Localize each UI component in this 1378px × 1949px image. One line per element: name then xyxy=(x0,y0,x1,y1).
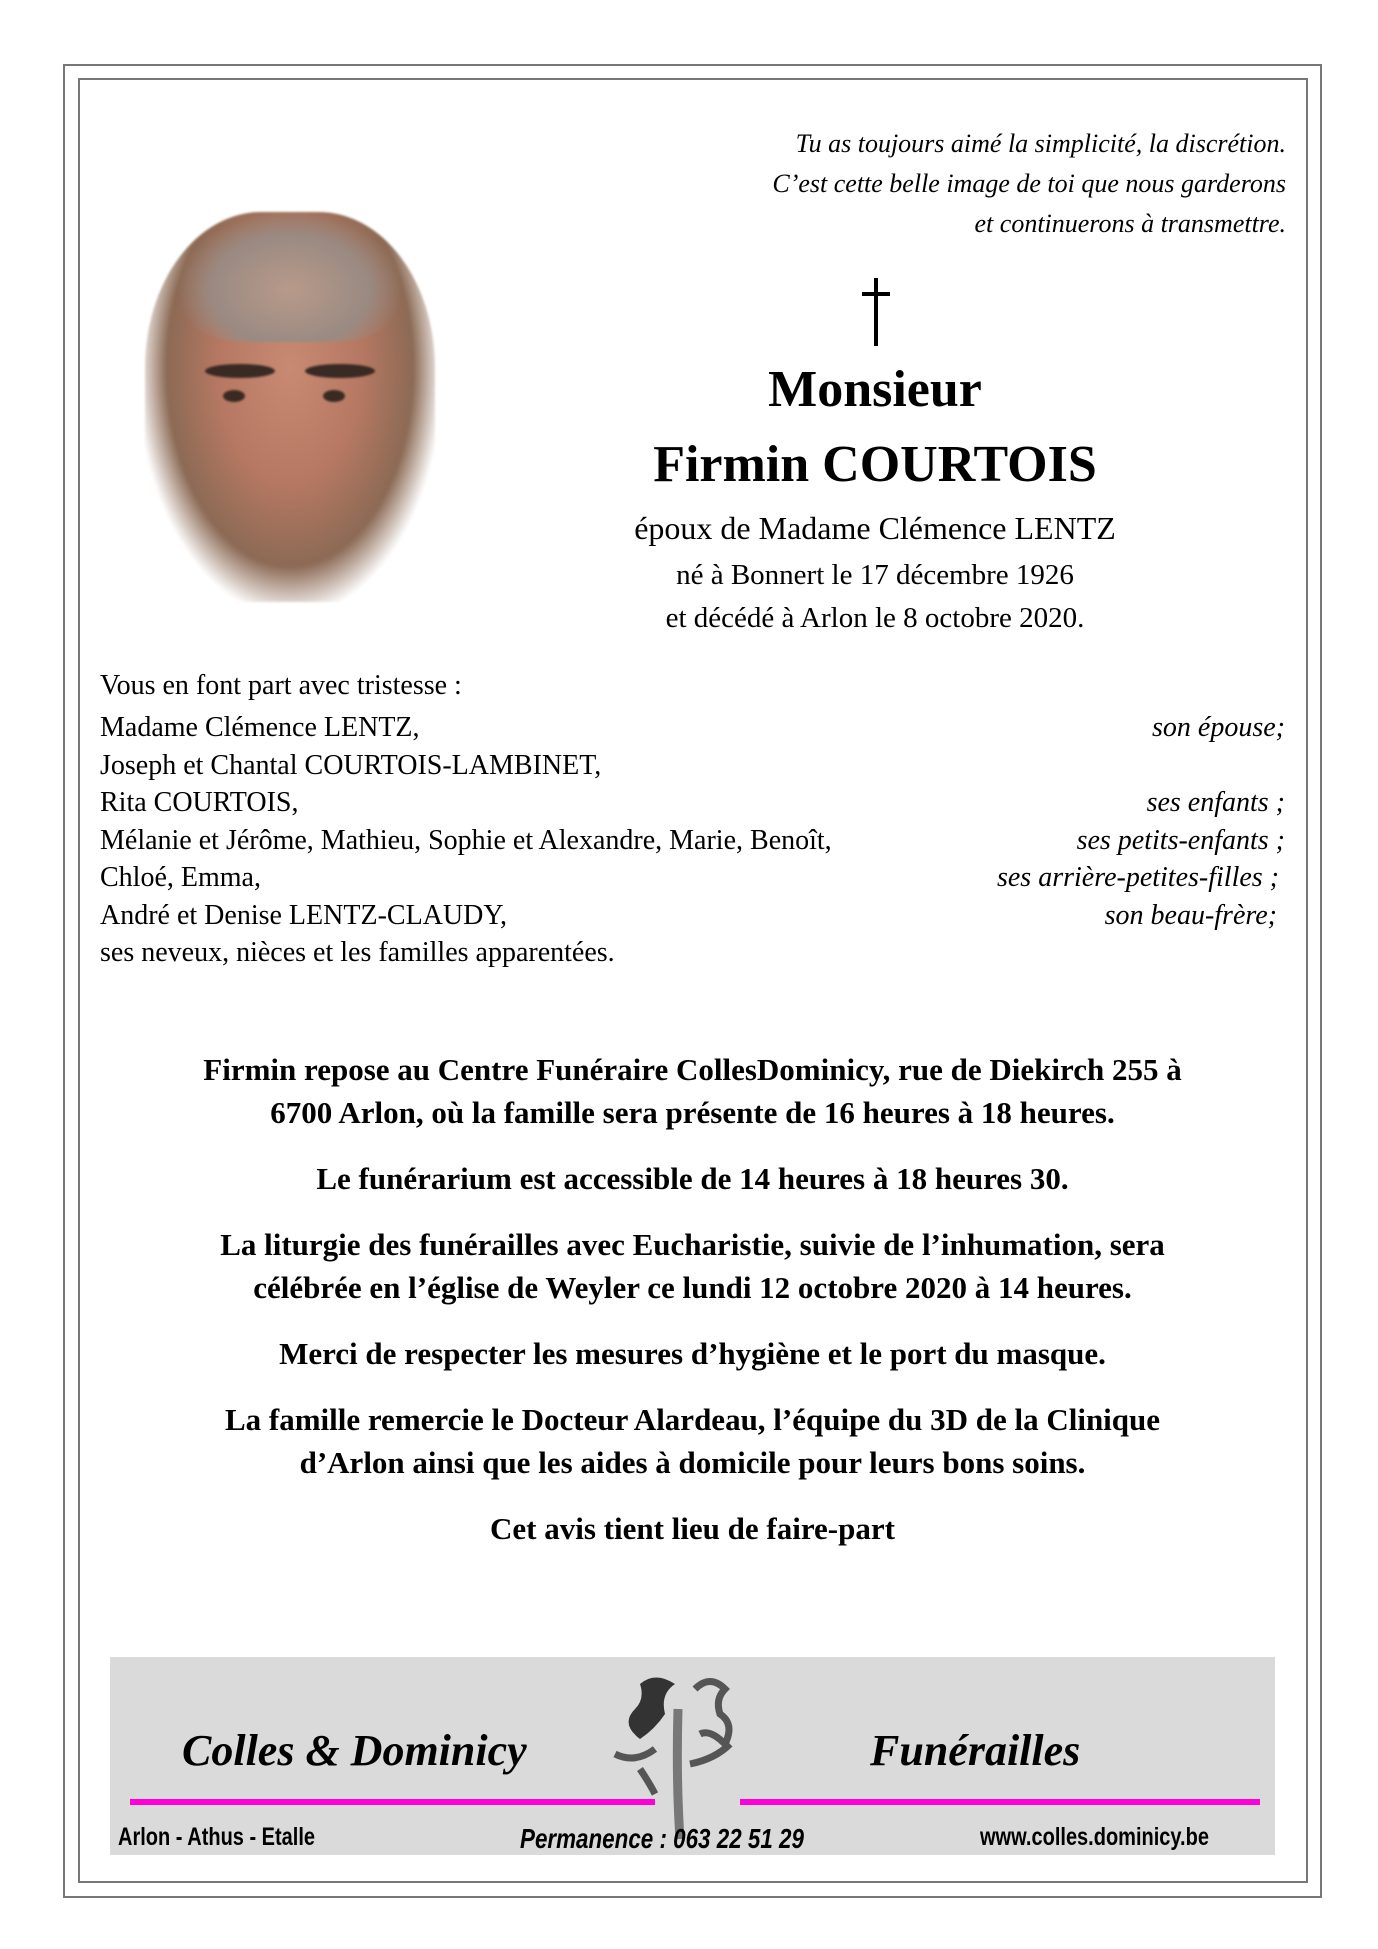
salutation: Monsieur xyxy=(768,361,982,418)
intro: Vous en font part avec tristesse : xyxy=(100,670,462,701)
funeral-home-banner xyxy=(110,1657,1275,1855)
service-name: Funérailles xyxy=(870,1726,1081,1775)
quote-line: C’est cette belle image de toi que nous garderons xyxy=(772,169,1286,198)
list-item: Chloé, Emma, ses arrière-petites-filles ; xyxy=(100,862,1279,893)
list-item: André et Denise LENTZ-CLAUDY, son beau-frère; xyxy=(100,900,1277,931)
quote-line: et continuerons à transmettre. xyxy=(974,209,1286,238)
list-item: Rita COURTOIS, ses enfants ; xyxy=(100,787,1285,818)
phone: Permanence : 063 22 51 29 xyxy=(520,1823,804,1854)
notice-thanks: La famille remercie le Docteur Alardeau, l’équipe du 3D de la Clinique d’Arlon ainsi que les aides à domicile pour leurs bons soins. xyxy=(224,1402,1161,1480)
brand-name: Colles & Dominicy xyxy=(182,1726,527,1775)
list-item: Mélanie et Jérôme, Mathieu, Sophie et Alexandre, Marie, Benoît, ses petits-enfants ; xyxy=(100,825,1285,856)
notice-hygiene: Merci de respecter les mesures d’hygiène et le port du masque. xyxy=(279,1336,1106,1371)
locations: Arlon - Athus - Etalle xyxy=(118,1823,316,1851)
spouse-line: époux de Madame Clémence LENTZ xyxy=(634,510,1116,546)
list-item: Joseph et Chantal COURTOIS-LAMBINET, xyxy=(100,750,602,781)
tree-logo-icon xyxy=(600,1669,760,1849)
accent-line xyxy=(130,1799,655,1805)
accent-line xyxy=(740,1799,1260,1805)
notice-faire-part: Cet avis tient lieu de faire-part xyxy=(490,1511,895,1546)
list-item: Madame Clémence LENTZ, son épouse; xyxy=(100,712,1285,743)
portrait-photo xyxy=(145,212,435,602)
notice-hours: Le funérarium est accessible de 14 heures à 18 heures 30. xyxy=(316,1161,1069,1196)
website-link[interactable]: www.colles.dominicy.be xyxy=(980,1823,1209,1851)
deceased-name: Firmin COURTOIS xyxy=(653,436,1097,493)
notice-visitation: Firmin repose au Centre Funéraire CollesDominicy, rue de Diekirch 255 à 6700 Arlon, où la famille sera présente de 16 heures à 18 heures. xyxy=(203,1052,1182,1130)
birth-line: né à Bonnert le 17 décembre 1926 xyxy=(676,559,1074,591)
list-item: ses neveux, nièces et les familles apparentées. xyxy=(100,937,615,968)
death-line: et décédé à Arlon le 8 octobre 2020. xyxy=(665,602,1085,634)
quote-line: Tu as toujours aimé la simplicité, la discrétion. xyxy=(795,129,1286,158)
cross-icon xyxy=(856,278,896,348)
quote xyxy=(772,124,1286,244)
notice-liturgy: La liturgie des funérailles avec Eucharistie, suivie de l’inhumation, sera célébrée en l’église de Weyler ce lundi 12 octobre 2020 à 14 heures. xyxy=(220,1227,1165,1305)
